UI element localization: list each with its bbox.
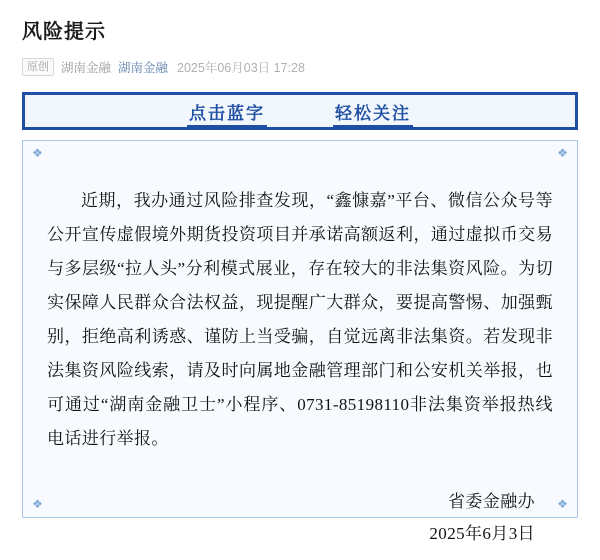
corner-ornament-icon: ❖ xyxy=(557,497,568,511)
signature-org: 省委金融办 xyxy=(448,492,535,511)
account-link[interactable]: 湖南金融 xyxy=(118,61,169,75)
banner-left-text: 点击蓝字 xyxy=(189,99,265,124)
notice-card xyxy=(22,140,578,543)
account-name: 湖南金融 xyxy=(61,61,112,75)
signature-date: 2025年6月3日 xyxy=(429,524,535,543)
page-title: 风险提示 xyxy=(22,21,106,43)
banner-right-text: 轻松关注 xyxy=(335,99,411,124)
article-meta xyxy=(22,58,578,76)
notice-body: 近期，我办通过风险排查发现，“鑫慷嘉”平台、微信公众号等公开宣传虚假境外期货投资项目并承诺高额返利，通过虚拟币交易与多层级“拉人头”分利模式展业，存在较大的非法集资风险。为切实保障人民群众合法权益，现提醒广大群众，要提高警惕、加强甄别，拒绝高利诱惑、谨防上当受骗，自觉远离非法集资。若发现非法集资风险线索，请及时向属地金融管理部门和公安机关举报，也可通过“湖南金融卫士”小程序、0731-85198110非法集资举报热线电话进行举报。 xyxy=(47,191,553,448)
publish-date: 2025年06月03日 17:28 xyxy=(177,61,305,75)
follow-banner[interactable] xyxy=(22,92,578,130)
article-page xyxy=(0,18,600,560)
corner-ornament-icon: ❖ xyxy=(557,146,568,160)
card-bottom-strip xyxy=(23,481,577,517)
corner-ornament-icon: ❖ xyxy=(32,497,43,511)
original-badge: 原创 xyxy=(22,58,54,76)
corner-ornament-icon: ❖ xyxy=(32,146,43,160)
